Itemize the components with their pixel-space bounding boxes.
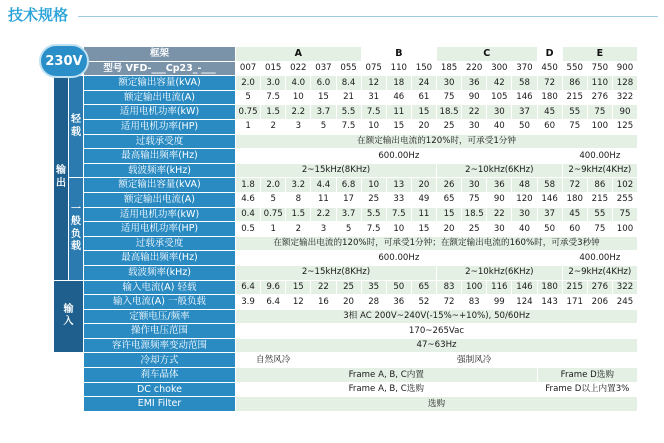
input-range-row: [54, 324, 638, 339]
value-cell: 7.5: [336, 119, 361, 134]
row-label: 刹车晶体: [84, 368, 236, 383]
value-cell: 30: [462, 178, 487, 193]
span-value: 在额定输出电流的120%时，可承受1分钟: [236, 134, 638, 149]
row-label: 载波频率(kHz): [84, 163, 236, 178]
span-value: 2~15kHz(8KHz): [236, 163, 437, 178]
value-cell: 30: [487, 222, 512, 237]
row-label: 操作电压范围: [84, 324, 236, 339]
value-cell: 40: [512, 222, 537, 237]
value-cell: 180: [537, 90, 562, 105]
value-cell: 276: [587, 90, 612, 105]
row-label: 额定输出容量(kVA): [84, 178, 236, 193]
value-cell: 26: [437, 178, 462, 193]
span-value: Frame D以上内置3%: [537, 382, 638, 397]
value-cell: 86: [562, 76, 587, 91]
value-cell: 7.5: [361, 222, 386, 237]
row-label: DC choke: [84, 382, 236, 397]
span-value: 2~10kHz(6KHz): [437, 163, 563, 178]
value-cell: 15: [286, 280, 311, 295]
span-value: Frame A, B, C内置: [236, 368, 538, 383]
value-cell: 0.75: [261, 207, 286, 222]
value-cell: 36: [487, 178, 512, 193]
value-cell: 5.5: [336, 105, 361, 120]
value-cell: 25: [361, 192, 386, 207]
value-cell: 83: [437, 280, 462, 295]
value-cell: 1: [236, 119, 261, 134]
row-label: 输入电流(A) 轻载: [84, 280, 236, 295]
span-value: 400.00Hz: [562, 251, 637, 266]
output-group-label: 输出: [54, 76, 69, 280]
value-cell: 0.5: [236, 222, 261, 237]
value-cell: 20: [336, 295, 361, 310]
value-cell: 50: [537, 222, 562, 237]
value-cell: 75: [587, 222, 612, 237]
normal-maxfreq-row: [54, 251, 638, 266]
value-cell: 36: [386, 295, 411, 310]
model-cell: 550: [562, 61, 587, 76]
value-cell: 46: [386, 90, 411, 105]
value-cell: 4.6: [236, 192, 261, 207]
span-value: Frame A, B, C选购: [236, 382, 538, 397]
value-cell: 30: [487, 105, 512, 120]
row-label: 适用电机功率(kW): [84, 105, 236, 120]
value-cell: 90: [487, 192, 512, 207]
light-overload-row: [54, 134, 638, 149]
span-value: 47~63Hz: [236, 338, 638, 353]
value-cell: 9.6: [261, 280, 286, 295]
model-label: 型号 VFD-___Cp23_-___: [84, 61, 236, 76]
value-cell: 72: [562, 178, 587, 193]
input-light-row: [54, 280, 638, 295]
value-cell: 28: [361, 295, 386, 310]
value-cell: 10: [361, 119, 386, 134]
value-cell: 146: [512, 280, 537, 295]
span-value: 600.00Hz: [236, 149, 563, 164]
value-cell: 60: [537, 119, 562, 134]
value-cell: 36: [462, 76, 487, 91]
value-cell: 30: [437, 76, 462, 91]
value-cell: 75: [437, 90, 462, 105]
value-cell: 18.5: [462, 207, 487, 222]
row-label: 过载承受度: [84, 134, 236, 149]
light-load-label: 轻载: [69, 76, 84, 178]
value-cell: 215: [587, 192, 612, 207]
value-cell: 37: [537, 207, 562, 222]
value-cell: 15: [386, 119, 411, 134]
row-label: 适用电机功率(HP): [84, 119, 236, 134]
value-cell: 15: [411, 222, 436, 237]
row-label: 额定输出电流(A): [84, 90, 236, 105]
value-cell: 20: [411, 119, 436, 134]
value-cell: 7.5: [386, 207, 411, 222]
value-cell: 75: [612, 207, 637, 222]
model-cell: 300: [487, 61, 512, 76]
value-cell: 17: [336, 192, 361, 207]
value-cell: 18.5: [437, 105, 462, 120]
row-label: 适用电机功率(HP): [84, 222, 236, 237]
value-cell: 0.75: [236, 105, 261, 120]
value-cell: 3.9: [236, 295, 261, 310]
span-value: Frame D选购: [537, 368, 638, 383]
span-value: 2~10kHz(6KHz): [437, 265, 563, 280]
input-normal-row: [54, 295, 638, 310]
value-cell: 25: [462, 222, 487, 237]
value-cell: 15: [311, 90, 336, 105]
dc-choke-row: [54, 382, 638, 397]
value-cell: 206: [587, 295, 612, 310]
span-value: 2~9kHz(4KHz): [562, 265, 637, 280]
value-cell: 55: [562, 105, 587, 120]
frame-a: A: [236, 47, 362, 62]
value-cell: 25: [336, 280, 361, 295]
value-cell: 22: [311, 280, 336, 295]
value-cell: 102: [612, 178, 637, 193]
value-cell: 3.7: [336, 207, 361, 222]
value-cell: 8: [286, 192, 311, 207]
value-cell: 58: [512, 76, 537, 91]
span-value: 自然风冷: [236, 353, 311, 368]
value-cell: 30: [512, 207, 537, 222]
value-cell: 49: [411, 192, 436, 207]
value-cell: 7.5: [361, 105, 386, 120]
value-cell: 15: [437, 207, 462, 222]
value-cell: 120: [512, 192, 537, 207]
value-cell: 61: [411, 90, 436, 105]
model-cell: 015: [261, 61, 286, 76]
value-cell: 2: [286, 222, 311, 237]
model-cell: 037: [311, 61, 336, 76]
value-cell: 1: [261, 222, 286, 237]
input-freq-row: [54, 338, 638, 353]
light-current-row: [54, 90, 638, 105]
value-cell: 25: [437, 119, 462, 134]
model-cell: 900: [612, 61, 637, 76]
value-cell: 75: [587, 105, 612, 120]
value-cell: 15: [411, 105, 436, 120]
value-cell: 90: [462, 90, 487, 105]
value-cell: 72: [437, 295, 462, 310]
value-cell: 35: [361, 280, 386, 295]
value-cell: 52: [411, 295, 436, 310]
value-cell: 0.4: [236, 207, 261, 222]
value-cell: 86: [587, 178, 612, 193]
value-cell: 12: [286, 295, 311, 310]
frame-row: [54, 47, 638, 62]
row-label: 最高输出频率(Hz): [84, 251, 236, 266]
value-cell: 100: [587, 119, 612, 134]
normal-capacity-row: [54, 178, 638, 193]
value-cell: 4.0: [286, 76, 311, 91]
value-cell: 2.2: [311, 207, 336, 222]
span-value: 强制风冷: [311, 353, 638, 368]
value-cell: 1.8: [236, 178, 261, 193]
voltage-badge: 230V: [39, 44, 89, 78]
value-cell: 5.5: [361, 207, 386, 222]
value-cell: 6.4: [261, 295, 286, 310]
value-cell: 42: [487, 76, 512, 91]
value-cell: 180: [537, 280, 562, 295]
normal-overload-row: [54, 236, 638, 251]
span-value: 2~15kHz(8KHz): [236, 265, 437, 280]
value-cell: 30: [462, 119, 487, 134]
span-value: 选购: [236, 397, 638, 412]
value-cell: 1.5: [261, 105, 286, 120]
light-maxfreq-row: [54, 149, 638, 164]
row-label: 适用电机功率(kW): [84, 207, 236, 222]
value-cell: 10: [386, 222, 411, 237]
value-cell: 11: [411, 207, 436, 222]
value-cell: 83: [462, 295, 487, 310]
row-label: 冷却方式: [84, 353, 236, 368]
value-cell: 65: [437, 192, 462, 207]
value-cell: 5: [336, 222, 361, 237]
value-cell: 50: [512, 119, 537, 134]
input-group-label: 输入: [54, 280, 84, 353]
value-cell: 16: [311, 295, 336, 310]
light-hp-row: [54, 119, 638, 134]
span-value: 2~9kHz(4KHz): [562, 163, 637, 178]
normal-kw-row: [54, 207, 638, 222]
value-cell: 4.4: [311, 178, 336, 193]
row-label: 载波频率(kHz): [84, 265, 236, 280]
value-cell: 2.2: [286, 105, 311, 120]
value-cell: 40: [487, 119, 512, 134]
row-label: 容许电源频率变动范围: [84, 338, 236, 353]
value-cell: 20: [437, 222, 462, 237]
light-capacity-row: [54, 76, 638, 91]
value-cell: 8.4: [336, 76, 361, 91]
normal-carrier-row: [54, 265, 638, 280]
model-cell: 055: [336, 61, 361, 76]
span-value: 400.00Hz: [562, 149, 637, 164]
value-cell: 65: [411, 280, 436, 295]
value-cell: 171: [562, 295, 587, 310]
value-cell: 215: [562, 280, 587, 295]
value-cell: 125: [612, 119, 637, 134]
value-cell: 24: [411, 76, 436, 91]
row-label: 额定输出电流(A): [84, 192, 236, 207]
value-cell: 75: [462, 192, 487, 207]
value-cell: 146: [537, 192, 562, 207]
span-value: 3相 AC 200V~240V(-15%~+10%), 50/60Hz: [236, 309, 638, 324]
value-cell: 10: [361, 178, 386, 193]
value-cell: 72: [537, 76, 562, 91]
model-cell: 370: [512, 61, 537, 76]
value-cell: 2: [261, 119, 286, 134]
value-cell: 7.5: [261, 90, 286, 105]
row-label: EMI Filter: [84, 397, 236, 412]
value-cell: 255: [612, 192, 637, 207]
brake-row: [54, 368, 638, 383]
value-cell: 22: [462, 105, 487, 120]
model-cell: 110: [386, 61, 411, 76]
value-cell: 143: [537, 295, 562, 310]
value-cell: 105: [487, 90, 512, 105]
value-cell: 45: [562, 207, 587, 222]
frame-b: B: [361, 47, 436, 62]
value-cell: 110: [587, 76, 612, 91]
normal-hp-row: [54, 222, 638, 237]
value-cell: 11: [311, 192, 336, 207]
frame-e: E: [562, 47, 637, 62]
value-cell: 276: [587, 280, 612, 295]
value-cell: 10: [286, 90, 311, 105]
light-carrier-row: [54, 163, 638, 178]
value-cell: 6.4: [236, 280, 261, 295]
value-cell: 20: [411, 178, 436, 193]
value-cell: 31: [361, 90, 386, 105]
value-cell: 3: [311, 222, 336, 237]
value-cell: 18: [386, 76, 411, 91]
value-cell: 37: [512, 105, 537, 120]
value-cell: 3: [286, 119, 311, 134]
value-cell: 90: [612, 105, 637, 120]
row-label: 输入电流(A) 一般负载: [84, 295, 236, 310]
row-label: 定额电压/频率: [84, 309, 236, 324]
value-cell: 48: [512, 178, 537, 193]
model-cell: 007: [236, 61, 261, 76]
value-cell: 45: [537, 105, 562, 120]
normal-load-label: 一般负载: [69, 178, 84, 280]
span-value: 170~265Vac: [236, 324, 638, 339]
value-cell: 322: [612, 90, 637, 105]
model-row: [54, 61, 638, 76]
span-value: 在额定输出电流的120%时，可承受1分钟；在额定输出电流的160%时，可承受3秒钟: [236, 236, 638, 251]
normal-current-row: [54, 192, 638, 207]
value-cell: 5: [236, 90, 261, 105]
value-cell: 124: [512, 295, 537, 310]
value-cell: 322: [612, 280, 637, 295]
value-cell: 5: [261, 192, 286, 207]
value-cell: 3.0: [261, 76, 286, 91]
title-divider: [78, 16, 658, 17]
row-label: 最高输出频率(Hz): [84, 149, 236, 164]
value-cell: 100: [462, 280, 487, 295]
value-cell: 6.8: [336, 178, 361, 193]
value-cell: 245: [612, 295, 637, 310]
row-label: 过载承受度: [84, 236, 236, 251]
value-cell: 11: [386, 105, 411, 120]
row-label: 额定输出容量(kVA): [84, 76, 236, 91]
model-cell: 075: [361, 61, 386, 76]
value-cell: 128: [612, 76, 637, 91]
emi-row: [54, 397, 638, 412]
frame-d: D: [537, 47, 562, 62]
value-cell: 99: [487, 295, 512, 310]
value-cell: 116: [487, 280, 512, 295]
value-cell: 100: [612, 222, 637, 237]
value-cell: 75: [562, 119, 587, 134]
frame-label: 框架: [84, 47, 236, 62]
light-kw-row: [54, 105, 638, 120]
value-cell: 3.2: [286, 178, 311, 193]
value-cell: 1.5: [286, 207, 311, 222]
value-cell: 22: [487, 207, 512, 222]
cooling-row: [54, 353, 638, 368]
model-cell: 220: [462, 61, 487, 76]
model-cell: 750: [587, 61, 612, 76]
model-cell: 022: [286, 61, 311, 76]
value-cell: 50: [386, 280, 411, 295]
value-cell: 6.0: [311, 76, 336, 91]
span-value: 600.00Hz: [236, 251, 563, 266]
value-cell: 12: [361, 76, 386, 91]
value-cell: 33: [386, 192, 411, 207]
value-cell: 60: [562, 222, 587, 237]
model-cell: 185: [437, 61, 462, 76]
value-cell: 13: [386, 178, 411, 193]
model-cell: 150: [411, 61, 436, 76]
value-cell: 180: [562, 192, 587, 207]
value-cell: 5: [311, 119, 336, 134]
frame-c: C: [437, 47, 538, 62]
value-cell: 3.7: [311, 105, 336, 120]
value-cell: 21: [336, 90, 361, 105]
model-cell: 450: [537, 61, 562, 76]
value-cell: 146: [512, 90, 537, 105]
value-cell: 2.0: [261, 178, 286, 193]
spec-table: [53, 46, 638, 412]
value-cell: 2.0: [236, 76, 261, 91]
input-rated-row: [54, 309, 638, 324]
page-title: 技术规格: [8, 6, 69, 24]
value-cell: 215: [562, 90, 587, 105]
value-cell: 58: [537, 178, 562, 193]
value-cell: 55: [587, 207, 612, 222]
